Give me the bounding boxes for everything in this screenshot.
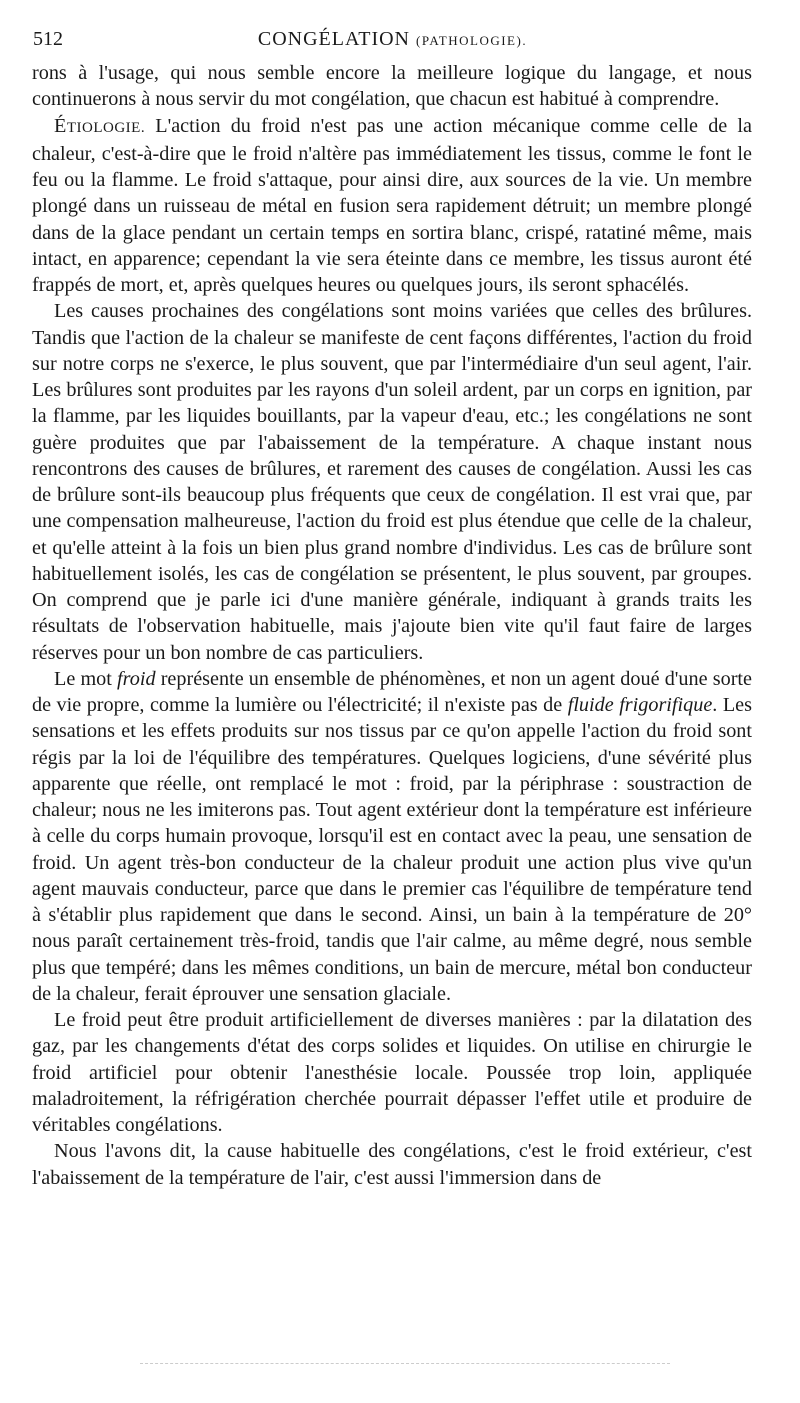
running-title-main: CONGÉLATION [257, 28, 410, 50]
text-run: rons à l'usage, qui nous semble encore la meilleure logique du langage, et nous continuerons à nous servir du mot congélation, que chacun est habitué à comprendre. [32, 62, 752, 111]
italic-term: froid [117, 667, 156, 690]
paragraph [32, 113, 752, 299]
section-heading: ÉTIOLOGIE. [54, 114, 146, 137]
page-footer-rule [140, 1363, 670, 1364]
paragraph [32, 60, 752, 113]
text-run: L'action du froid n'est pas une action mécanique comme celle de la chaleur, c'est-à-dire que le froid n'altère pas immédiatement les tissus, comme le font le feu ou la flamme. Le froid s'attaque, pour ainsi dire, aux sources de la vie. Un membre plongé dans un ruisseau de métal en fusion sera rapidement détruit; un membre plongé dans de la glace pendant un certain temps en sortira blanc, crispé, ratatiné même, mais intact, en apparence; cependant la vie sera éteinte dans ce membre, les tissus auront été frappés de mort, et, après quelques heures ou quelques jours, ils seront sphacélés. [32, 114, 752, 296]
paragraph [32, 1138, 752, 1191]
running-header [33, 28, 752, 56]
paragraph [32, 298, 752, 666]
text-run: Le froid peut être produit artificiellement de diverses manières : par la dilatation des gaz, par les changements d'état des corps solides et liquides. On utilise en chirurgie le froid artificiel pour obtenir l'anesthésie locale. Poussée trop loin, appliquée maladroitement, la réfrigération cherchée pourrait dépasser l'effet utile et produire de véritables congélations. [32, 1009, 752, 1136]
text-run: Nous l'avons dit, la cause habituelle des congélations, c'est le froid extérieur, c'est l'abaissement de la température de l'air, c'est aussi l'immersion dans de [32, 1140, 752, 1189]
paragraph [32, 666, 752, 1007]
body-text [32, 60, 752, 1191]
text-run: représente un ensemble de phénomènes, et non un agent doué d'une sorte de vie propre, comme la lumière ou l'électricité; il n'existe pas de [32, 667, 752, 716]
text-run: Les causes prochaines des congélations sont moins variées que celles des brûlures. Tandis que l'action de la chaleur se manifeste de cent façons différentes, l'action du froid sur notre corps ne s'exerce, le plus souvent, que par l'intermédiaire d'un seul agent, l'air. Les brûlures sont produites par les rayons d'un soleil ardent, par un corps en ignition, par la flamme, par les liquides bouillants, par la vapeur d'eau, etc.; les congélations ne sont guère produites que par l'abaissement de la température. A chaque instant nous rencontrons des causes de brûlures, et rarement des causes de congélation. Aussi les cas de brûlure sont-ils beaucoup plus fréquents que ceux de congélation. Il est vrai que, par une compensation malheureuse, l'action du froid est plus étendue que celle de la chaleur, et qu'elle atteint à la fois un bien plus grand nombre d'individus. Les cas de brûlure sont habituellement isolés, les cas de congélation se présentent, le plus souvent, par groupes. On comprend que je parle ici d'une manière générale, indiquant à grands traits les résultats de l'observation habituelle, mais j'ajoute bien vite qu'il faut faire de larges réserves pour un bon nombre de cas particuliers. [32, 300, 752, 664]
text-run: . Les sensations et les effets produits sur nos tissus par ce qu'on appelle l'action du froid sont régis par la loi de l'équilibre des températures. Quelques logiciens, d'une sévérité plus apparente que réelle, ont remplacé le mot : froid, par la périphrase : soustraction de chaleur; nous ne les imiterons pas. Tout agent extérieur dont la température est inférieure à celle du corps humain provoque, lorsqu'il est en contact avec la peau, une sensation de froid. Un agent très-bon conducteur de la chaleur produit une action plus vive qu'un agent mauvais conducteur, parce que dans le premier cas l'équilibre de température tend à s'établir plus rapidement que dans le second. Ainsi, un bain à la température de 20° nous paraît certainement très-froid, tandis que l'air calme, au même degré, nous semble plus que tempéré; dans les mêmes conditions, un bain de mercure, métal bon conducteur de la chaleur, ferait éprouver une sensation glaciale. [32, 694, 752, 1005]
page-number: 512 [33, 28, 63, 50]
running-title-section: (PATHOLOGIE). [415, 33, 528, 48]
running-title [93, 28, 752, 51]
italic-term: fluide frigorifique [567, 694, 713, 716]
text-run: Le mot [54, 667, 118, 690]
paragraph [32, 1007, 752, 1138]
